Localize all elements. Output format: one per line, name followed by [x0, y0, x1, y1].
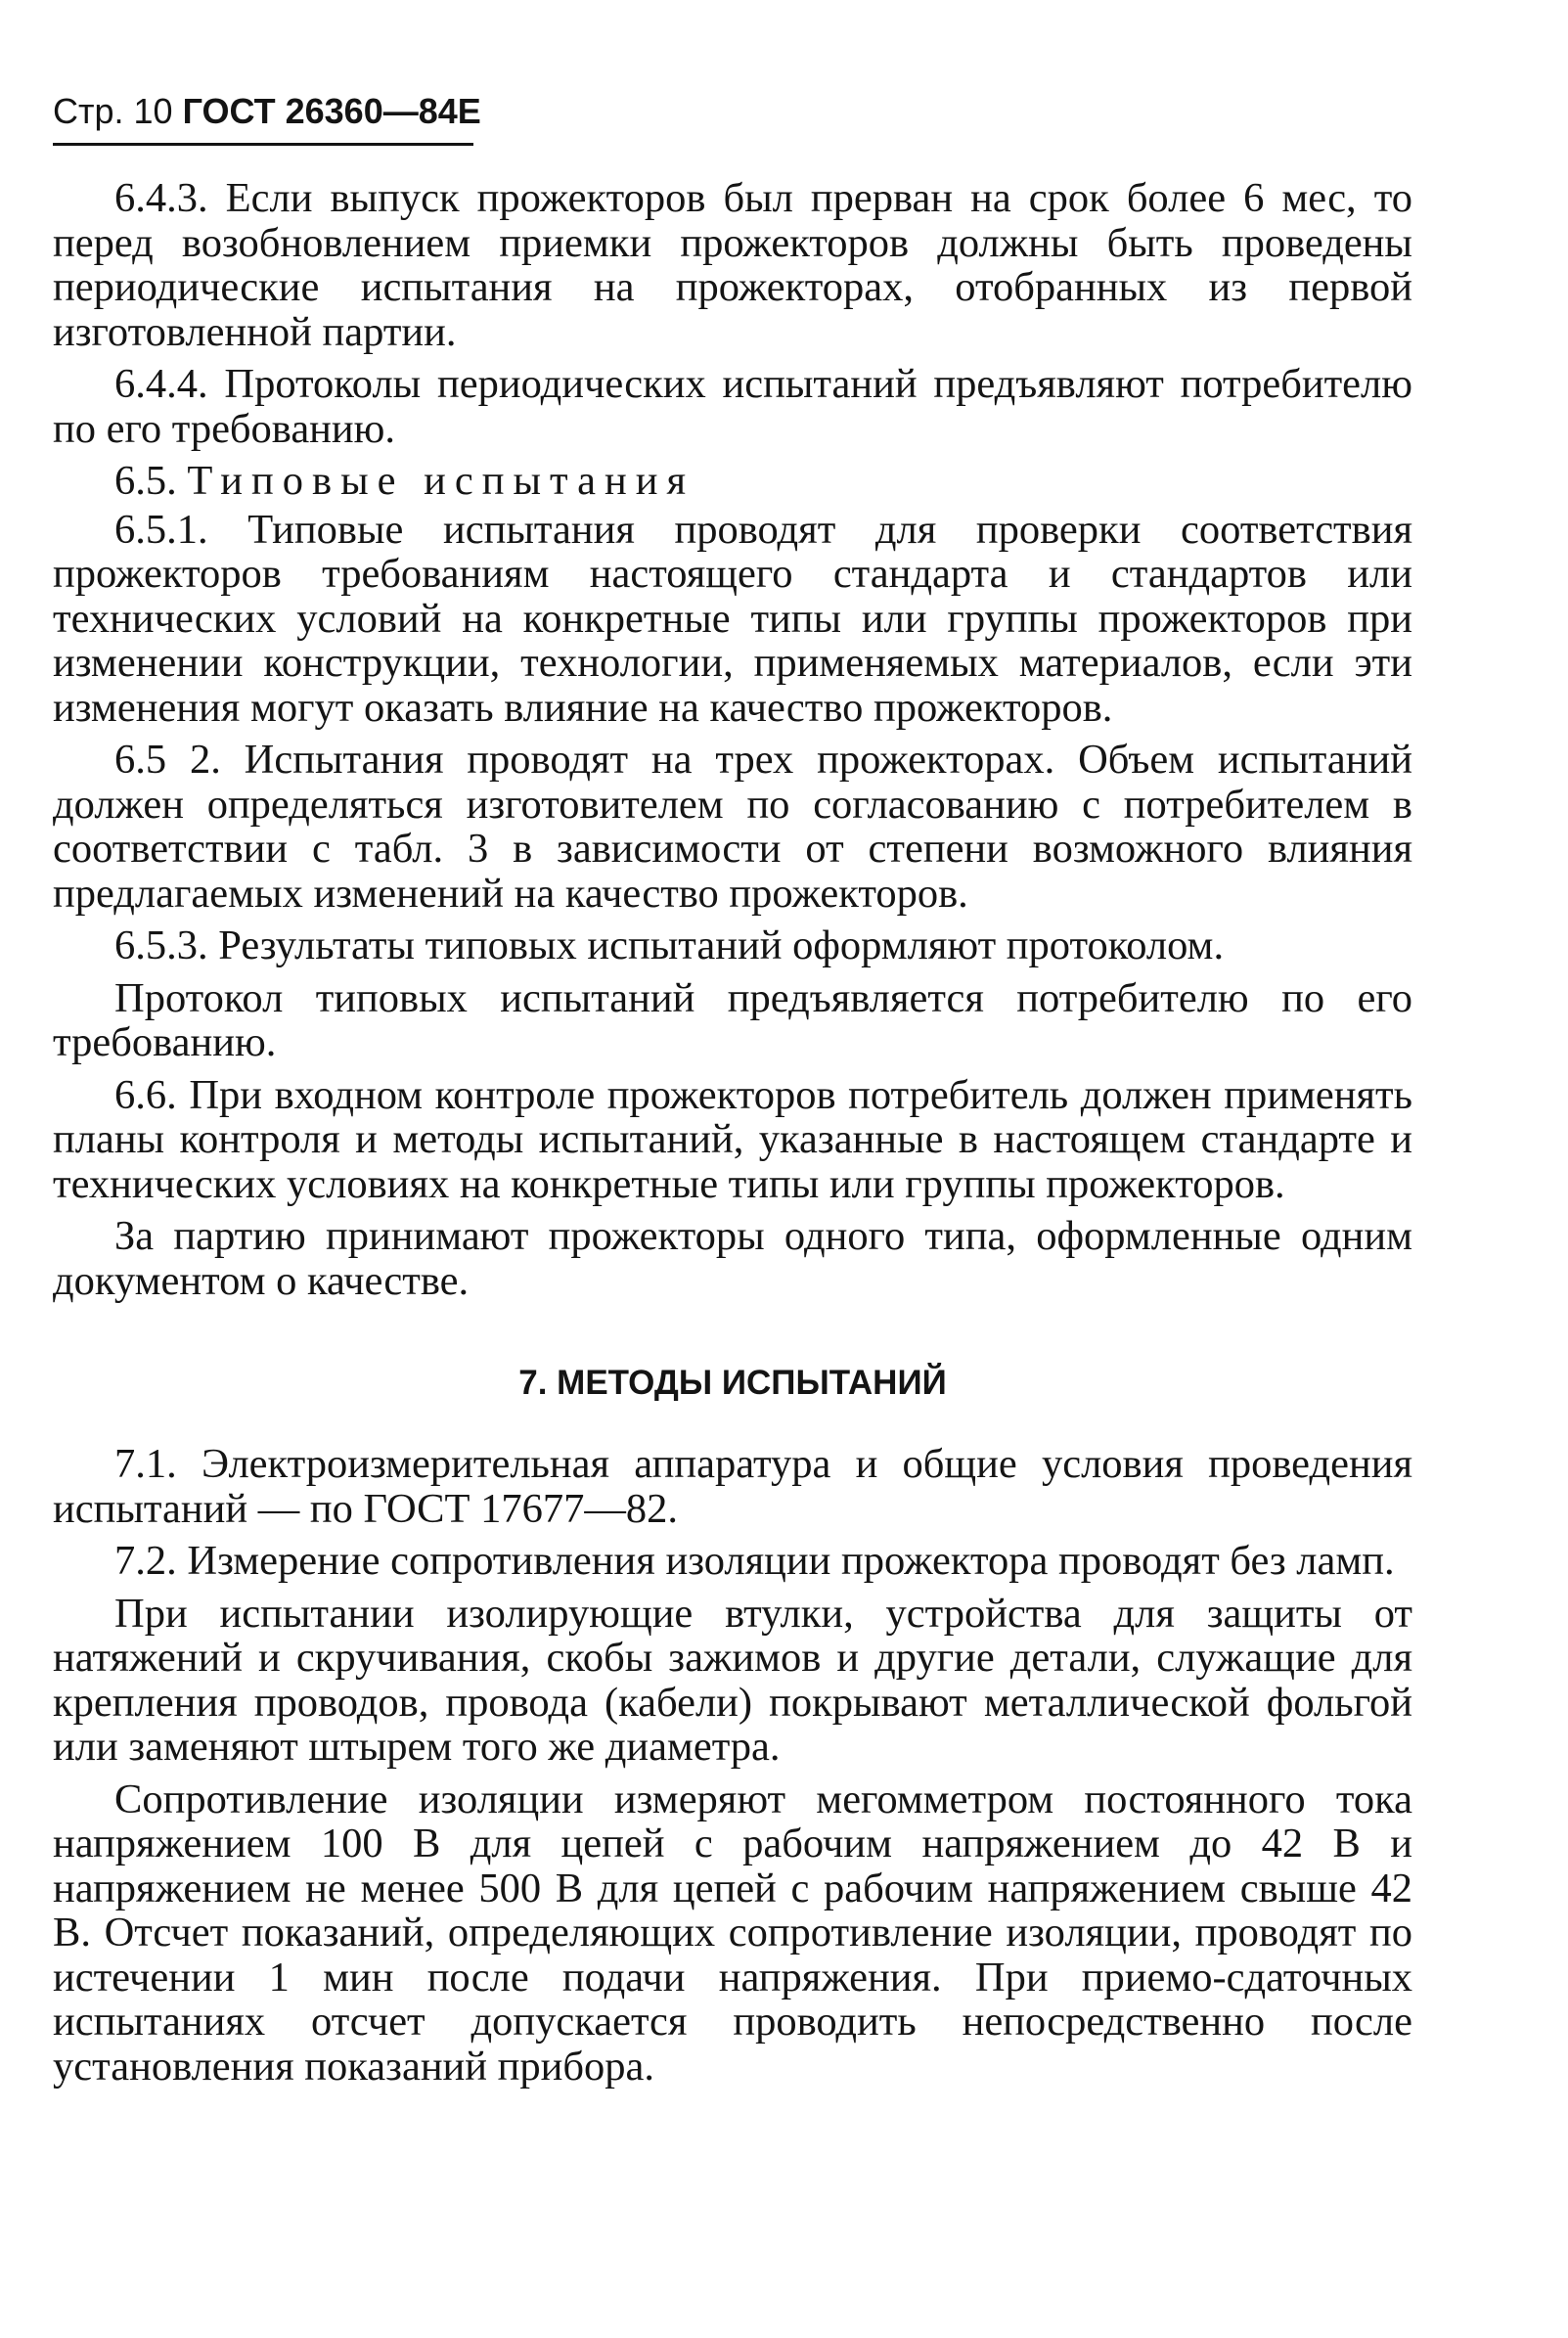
paragraph-6-5-3-protocol: Протокол типовых испытаний предъявляется потребителю по его требованию.: [53, 974, 1412, 1065]
paragraph-7-2: 7.2. Измерение сопротивления изоляции прожектора проводят без ламп.: [114, 1538, 1395, 1584]
page-header: [53, 90, 481, 133]
paragraph-6-5-3: 6.5.3. Результаты типовых испытаний оформляют протоколом.: [114, 922, 1225, 968]
paragraph-6-4-3: 6.4.3. Если выпуск прожекторов был прерван на срок более 6 мес, то перед возобновлением приемки прожекторов должны быть проведены периодические испытания на прожекторах, отобранных из первой изготовленной партии.: [53, 175, 1412, 355]
document-body: [53, 176, 1412, 2096]
paragraph-6-5-1: 6.5.1. Типовые испытания проводят для проверки соответствия прожекторов требованиям настоящего стандарта и стандартов или технических условий на конкретные типы или группы прожекторов при изменении конструкции, технологии, применяемых материалов, если эти изменения могут оказать влияние на качество прожекторов.: [53, 506, 1412, 731]
paragraph-7-1: 7.1. Электроизмерительная аппаратура и общие условия проведения испытаний — по ГОСТ 17677—82.: [53, 1441, 1412, 1532]
section-heading-7: 7. МЕТОДЫ ИСПЫТАНИЙ: [518, 1364, 947, 1402]
paragraph-6-4-4: 6.4.4. Протоколы периодических испытаний предъявляют потребителю по его требованию.: [53, 361, 1412, 452]
subsection-number: 6.5.: [114, 458, 177, 504]
paragraph-7-2-foil: При испытании изолирующие втулки, устройства для защиты от натяжений и скручивания, скобы зажимов и другие детали, служащие для крепления проводов, провода (кабели) покрывают металлической фольгой или заменяют штырем того же диаметра.: [53, 1590, 1412, 1770]
subsection-heading-6-5: [53, 459, 1412, 504]
paragraph-7-2-resistance: Сопротивление изоляции измеряют мегомметром постоянного тока напряжением 100 В для цепей с рабочим напряжением до 42 В и напряжением не менее 500 В для цепей с рабочим напряжением свыше 42 В. Отсчет показаний, определяющих сопротивление изоляции, проводят по истечении 1 мин после подачи напряжения. При приемо-сдаточных испытаниях отсчет допускается проводить непосредственно после установления показаний прибора.: [53, 1776, 1412, 2090]
paragraph-6-5-2: 6.5 2. Испытания проводят на трех прожекторах. Объем испытаний должен определяться изготовителем по согласованию с потребителем в соответствии с табл. 3 в зависимости от степени возможного влияния предлагаемых изменений на качество прожекторов.: [53, 737, 1412, 917]
standard-designation: ГОСТ 26360—84Е: [182, 91, 481, 131]
page-number: Стр. 10: [53, 91, 173, 131]
paragraph-6-6-batch: За партию принимают прожекторы одного типа, оформленные одним документом о качестве.: [53, 1213, 1412, 1304]
header-rule: [53, 143, 473, 146]
paragraph-6-6: 6.6. При входном контроле прожекторов потребитель должен применять планы контроля и методы испытаний, указанные в настоящем стандарте и технических условиях на конкретные типы или группы прожекторов.: [53, 1071, 1412, 1207]
subsection-title: Типовые испытания: [187, 458, 695, 504]
